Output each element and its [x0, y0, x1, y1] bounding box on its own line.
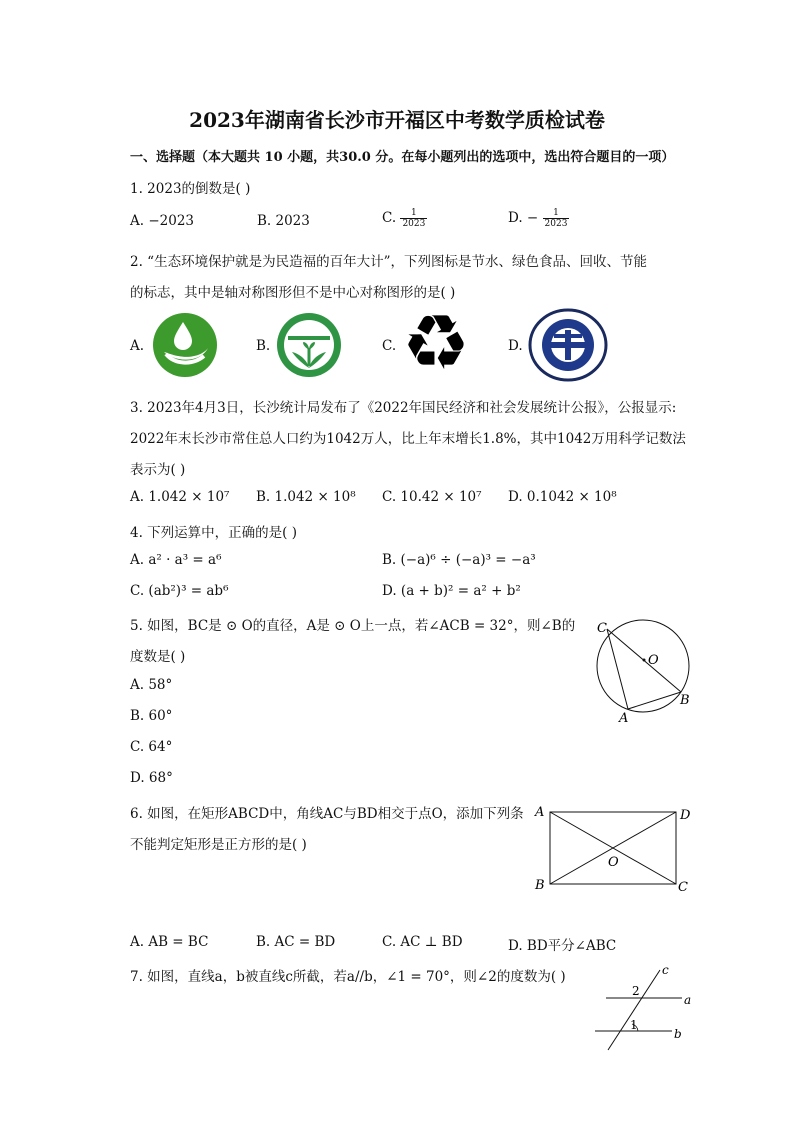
- line-c: [608, 970, 660, 1050]
- label-o: O: [648, 653, 659, 668]
- page-title: 2023年湖南省长沙市开福区中考数学质检试卷: [189, 108, 605, 132]
- question-7-stem: 7. 如图，直线a，b被直线c所截，若a//b，∠1 = 70°，则∠2的度数为( ): [130, 969, 566, 985]
- label-b: B: [680, 693, 690, 708]
- q5-option-d: D. 68°: [130, 770, 173, 786]
- q6-option-d: D. BD平分∠ABC: [508, 938, 617, 954]
- q3-option-d: D. 0.1042 × 10⁸: [508, 489, 617, 505]
- question-3-line-3: 表示为( ): [130, 462, 186, 478]
- label-d: D: [680, 808, 691, 823]
- center-point: [643, 659, 646, 662]
- label-b: b: [674, 1027, 682, 1041]
- q1-d-denominator: 2023: [544, 219, 568, 229]
- q5-option-b: B. 60°: [130, 708, 173, 724]
- q1-option-c-fraction: [400, 208, 427, 229]
- green-food-icon: [276, 312, 342, 378]
- q2-option-c-label: C.: [382, 338, 397, 354]
- q1-option-d-label: D. −: [508, 210, 539, 226]
- q2-option-b-label: B.: [256, 338, 271, 354]
- recycle-icon: ♻: [401, 298, 471, 387]
- q4-option-c: C. (ab²)³ = ab⁶: [130, 583, 229, 599]
- q1-option-c: [382, 208, 427, 229]
- question-4-stem: 4. 下列运算中，正确的是( ): [130, 525, 297, 541]
- label-c: C: [678, 880, 688, 895]
- question-5-line-1: 5. 如图，BC是 ⊙ O的直径，A是 ⊙ O上一点，若∠ACB = 32°，则∠B的: [130, 618, 576, 634]
- q1-option-c-label: C.: [382, 210, 397, 226]
- label-c: c: [662, 963, 669, 977]
- question-1-stem: 1. 2023的倒数是( ): [130, 181, 251, 197]
- q1-c-numerator: 1: [400, 208, 427, 219]
- q2-option-a-label: A.: [130, 338, 145, 354]
- q2-option-d-label: D.: [508, 338, 523, 354]
- question-3-line-1: 3. 2023年4月3日，长沙统计局发布了《2022年国民经济和社会发展统计公报》，公报显示:: [130, 400, 677, 416]
- q3-option-c: C. 10.42 × 10⁷: [382, 489, 482, 505]
- q5-option-a: A. 58°: [130, 677, 173, 693]
- q5-option-c: C. 64°: [130, 739, 173, 755]
- label-o: O: [608, 855, 619, 870]
- q6-option-c: C. AC ⊥ BD: [382, 934, 463, 950]
- q4-option-a: A. a² · a³ = a⁶: [130, 552, 222, 568]
- q6-option-a: A. AB = BC: [130, 934, 209, 950]
- label-angle-2: 2: [632, 984, 640, 998]
- label-angle-1: 1: [630, 1018, 638, 1032]
- q3-option-b: B. 1.042 × 10⁸: [256, 489, 356, 505]
- q5-circle-figure: [588, 614, 698, 726]
- q6-option-b: B. AC = BD: [256, 934, 336, 950]
- energy-saving-icon: [528, 308, 608, 382]
- label-a: A: [535, 805, 545, 820]
- question-3-line-2: 2022年末长沙市常住总人口约为1042万人，比上年末增长1.8%，其中1042万用科学记数法: [130, 431, 686, 447]
- label-c: C: [597, 621, 607, 636]
- q3-option-a: A. 1.042 × 10⁷: [130, 489, 230, 505]
- q1-option-b: B. 2023: [257, 213, 310, 229]
- q1-d-numerator: 1: [543, 208, 570, 219]
- q1-option-d: [508, 208, 569, 229]
- question-2-line-1: 2. “生态环境保护就是为民造福的百年大计”，下列图标是节水、绿色食品、回收、节能: [130, 254, 647, 270]
- label-a: a: [684, 993, 692, 1007]
- q4-option-d: D. (a + b)² = a² + b²: [382, 583, 521, 599]
- label-a: A: [619, 711, 629, 726]
- question-2-line-2: 的标志，其中是轴对称图形但不是中心对称图形的是( ): [130, 285, 456, 301]
- question-6-line-2: 不能判定矩形是正方形的是( ): [130, 837, 307, 853]
- water-saving-icon: [152, 312, 218, 378]
- q4-option-b: B. (−a)⁶ ÷ (−a)³ = −a³: [382, 552, 536, 568]
- q7-parallel-lines-figure: [590, 962, 695, 1056]
- chord-ca: [607, 629, 628, 709]
- q1-option-d-fraction: [543, 208, 570, 229]
- label-b: B: [535, 878, 545, 893]
- question-6-line-1: 6. 如图，在矩形ABCD中，角线AC与BD相交于点O，添加下列条: [130, 806, 524, 822]
- q1-option-a: A. −2023: [130, 213, 194, 229]
- question-5-line-2: 度数是( ): [130, 649, 186, 665]
- section-heading: 一、选择题（本大题共 10 小题，共30.0 分。在每小题列出的选项中，选出符合题目的一项）: [130, 150, 675, 165]
- q1-c-denominator: 2023: [402, 219, 426, 229]
- q6-rectangle-figure: [530, 802, 698, 896]
